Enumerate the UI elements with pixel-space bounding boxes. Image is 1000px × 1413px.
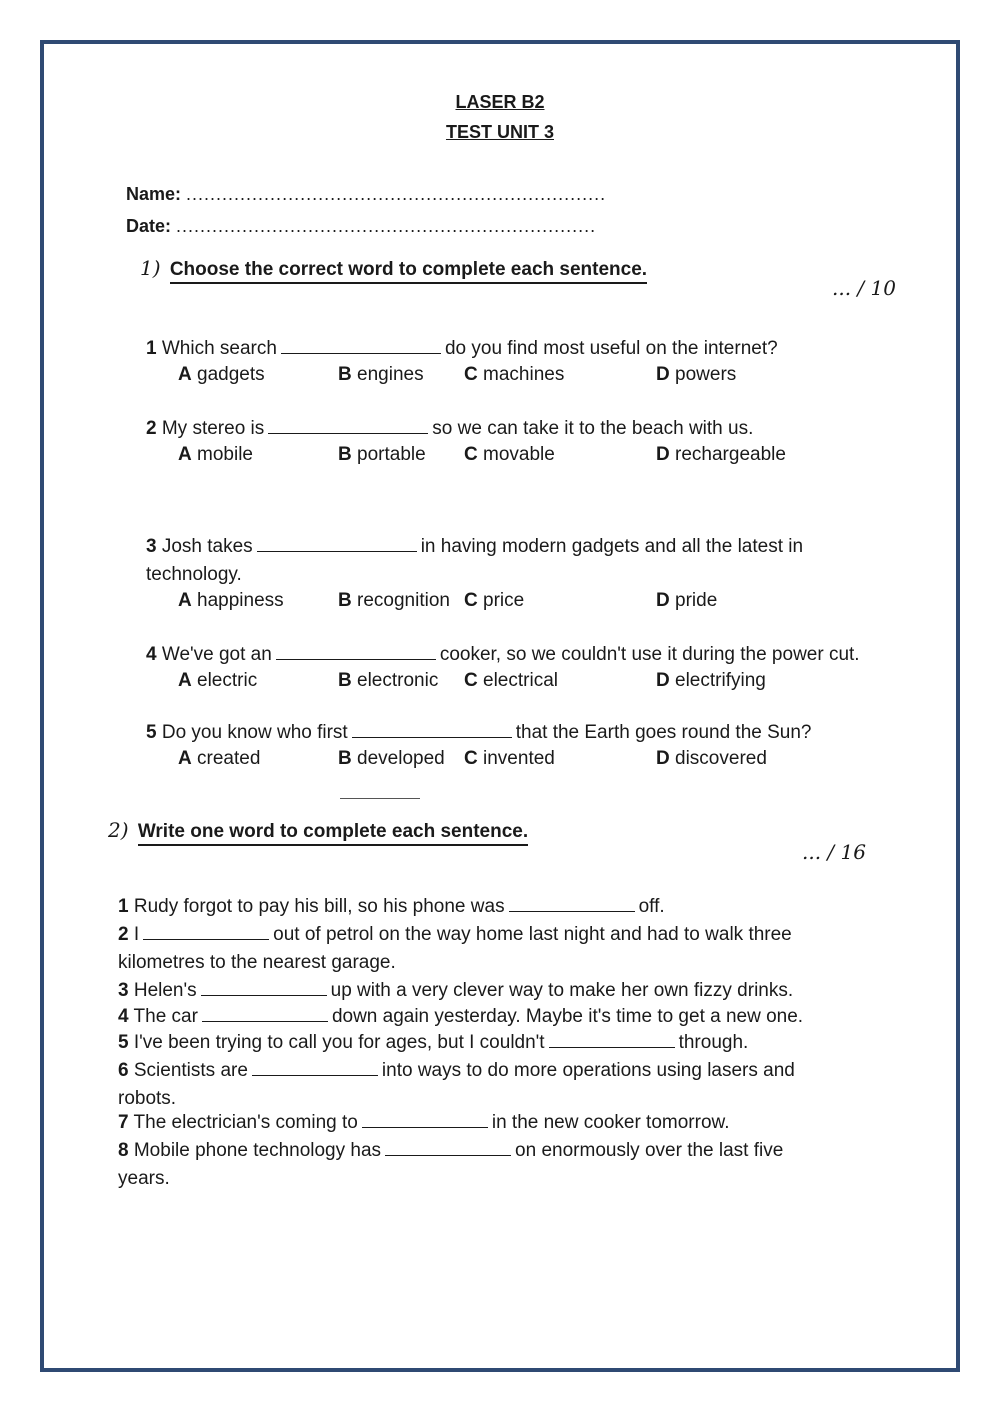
option-text: electrifying (675, 670, 766, 691)
option-letter: A (178, 670, 192, 691)
option-letter: B (338, 748, 352, 769)
question-number: 3 (118, 980, 129, 1001)
option-letter: C (464, 444, 478, 465)
question-text-after: so we can take it to the beach with us. (432, 418, 754, 439)
option-text: happiness (197, 590, 284, 611)
option-letter: D (656, 590, 670, 611)
question-4 (146, 644, 860, 666)
answer-blank[interactable] (268, 419, 428, 434)
question-1 (146, 338, 778, 360)
question-number: 5 (146, 722, 157, 743)
question-continuation: kilometres to the nearest garage. (118, 952, 396, 973)
name-label: Name: (126, 184, 182, 204)
question-text-after: in having modern gadgets and all the latest in (420, 536, 804, 557)
question-number: 4 (146, 644, 157, 665)
answer-blank[interactable] (143, 925, 269, 940)
question-text-after: in the new cooker tomorrow. (491, 1112, 730, 1133)
question-3 (146, 536, 803, 558)
question-text-before: My stereo is (161, 418, 265, 439)
option-letter: D (656, 444, 670, 465)
question-continuation: robots. (118, 1088, 177, 1109)
answer-blank[interactable] (201, 981, 327, 996)
option-text: engines (357, 364, 424, 385)
answer-blank[interactable] (509, 897, 635, 912)
option-d[interactable] (656, 748, 767, 770)
option-letter: C (464, 670, 478, 691)
answer-blank[interactable] (362, 1113, 488, 1128)
option-a[interactable] (178, 670, 257, 692)
option-text: discovered (675, 748, 767, 769)
question-text-after: up with a very clever way to make her own fizzy drinks. (330, 980, 794, 1001)
option-d[interactable] (656, 590, 717, 612)
fill-question-8 (118, 1140, 783, 1162)
test-unit: TEST UNIT 3 (445, 122, 554, 142)
question-number: 1 (118, 896, 129, 917)
option-c[interactable] (464, 670, 558, 692)
option-letter: A (178, 364, 192, 385)
question-text-before: Do you know who first (161, 722, 348, 743)
option-text: powers (675, 364, 737, 385)
date-field[interactable] (126, 216, 596, 237)
option-letter: B (338, 444, 352, 465)
option-letter: C (464, 748, 478, 769)
question-number: 8 (118, 1140, 129, 1161)
option-text: mobile (197, 444, 253, 465)
option-text: electrical (483, 670, 558, 691)
fill-question-7 (118, 1112, 729, 1134)
question-number: 6 (118, 1060, 129, 1081)
question-5 (146, 722, 812, 744)
date-label: Date: (126, 216, 172, 236)
section-2-heading (108, 818, 528, 843)
question-text-before: Which search (161, 338, 277, 359)
answer-blank[interactable] (276, 645, 436, 660)
option-letter: D (656, 364, 670, 385)
option-a[interactable] (178, 748, 260, 770)
fill-question-1 (118, 896, 665, 918)
option-text: portable (357, 444, 426, 465)
option-text: pride (675, 590, 718, 611)
name-dots: ...................................................................... (186, 184, 607, 204)
option-b[interactable] (338, 748, 445, 770)
question-text-before: Josh takes (161, 536, 253, 557)
fill-question-3 (118, 980, 793, 1002)
answer-blank[interactable] (352, 723, 512, 738)
option-d[interactable] (656, 444, 786, 466)
option-c[interactable] (464, 444, 555, 466)
option-text: electric (197, 670, 258, 691)
question-text-after: into ways to do more operations using lasers and (381, 1060, 795, 1081)
answer-blank[interactable] (281, 339, 441, 354)
question-number: 1 (146, 338, 157, 359)
option-d[interactable] (656, 364, 736, 386)
question-text-before: Helen's (133, 980, 197, 1001)
option-d[interactable] (656, 670, 766, 692)
option-letter: A (178, 444, 192, 465)
option-text: developed (357, 748, 445, 769)
option-a[interactable] (178, 590, 284, 612)
page-border (40, 40, 960, 1372)
question-text-after: through. (678, 1032, 749, 1053)
option-letter: B (338, 590, 352, 611)
option-letter: B (338, 364, 352, 385)
section-1-number: 1) (140, 256, 161, 280)
question-text-before: Rudy forgot to pay his bill, so his phone was (133, 896, 505, 917)
option-letter: D (656, 748, 670, 769)
date-dots: ...................................................................... (176, 216, 597, 236)
option-a[interactable] (178, 364, 265, 386)
name-field[interactable] (126, 184, 606, 205)
question-number: 2 (118, 924, 129, 945)
option-b[interactable] (338, 444, 426, 466)
section-2-number: 2) (108, 818, 129, 842)
question-text-after: off. (638, 896, 665, 917)
question-text-before: The car (133, 1006, 198, 1027)
fill-question-2 (118, 924, 792, 946)
option-text: rechargeable (675, 444, 786, 465)
section-1-score: ... / 10 (832, 276, 896, 300)
fill-question-6 (118, 1060, 795, 1082)
option-b[interactable] (338, 364, 424, 386)
question-number: 7 (118, 1112, 129, 1133)
question-text-before: Scientists are (133, 1060, 248, 1081)
option-c[interactable] (464, 364, 564, 386)
question-text-after: down again yesterday. Maybe it's time to get a new one. (331, 1006, 804, 1027)
answer-blank[interactable] (257, 537, 417, 552)
option-a[interactable] (178, 444, 253, 466)
option-text: invented (483, 748, 555, 769)
answer-blank[interactable] (549, 1033, 675, 1048)
question-text-before: I (133, 924, 140, 945)
question-text-after: that the Earth goes round the Sun? (515, 722, 812, 743)
question-text-after: on enormously over the last five (515, 1140, 784, 1161)
answer-blank[interactable] (385, 1141, 511, 1156)
question-text-before: I've been trying to call you for ages, but I couldn't (133, 1032, 545, 1053)
option-text: price (483, 590, 525, 611)
question-text-after: cooker, so we couldn't use it during the power cut. (439, 644, 860, 665)
option-text: movable (483, 444, 555, 465)
option-text: recognition (357, 590, 450, 611)
question-text-before: We've got an (161, 644, 272, 665)
question-continuation: years. (118, 1168, 170, 1189)
question-text-before: Mobile phone technology has (133, 1140, 382, 1161)
answer-blank[interactable] (252, 1061, 378, 1076)
section-1-title: Choose the correct word to complete each sentence. (170, 259, 647, 284)
fill-question-4 (118, 1006, 803, 1028)
question-number: 5 (118, 1032, 129, 1053)
option-text: machines (483, 364, 565, 385)
section-2-title: Write one word to complete each sentence. (138, 821, 528, 846)
option-b[interactable] (338, 670, 438, 692)
answer-blank[interactable] (202, 1007, 328, 1022)
option-letter: B (338, 670, 352, 691)
fill-question-5 (118, 1032, 748, 1054)
test-title: LASER B2 (455, 92, 545, 112)
option-letter: C (464, 364, 478, 385)
divider (340, 798, 420, 799)
option-letter: D (656, 670, 670, 691)
option-letter: A (178, 748, 192, 769)
option-text: gadgets (197, 364, 265, 385)
question-number: 3 (146, 536, 157, 557)
question-number: 4 (118, 1006, 129, 1027)
option-text: created (197, 748, 261, 769)
question-text-before: The electrician's coming to (133, 1112, 358, 1133)
question-continuation: technology. (146, 564, 242, 585)
option-b[interactable] (338, 590, 450, 612)
section-1-heading (140, 256, 647, 281)
option-c[interactable] (464, 590, 524, 612)
option-text: electronic (357, 670, 439, 691)
question-2 (146, 418, 753, 440)
option-c[interactable] (464, 748, 555, 770)
option-letter: C (464, 590, 478, 611)
question-text-after: out of petrol on the way home last night and had to walk three (273, 924, 792, 945)
section-2-score: ... / 16 (802, 840, 866, 864)
question-text-after: do you find most useful on the internet? (444, 338, 778, 359)
option-letter: A (178, 590, 192, 611)
question-number: 2 (146, 418, 157, 439)
